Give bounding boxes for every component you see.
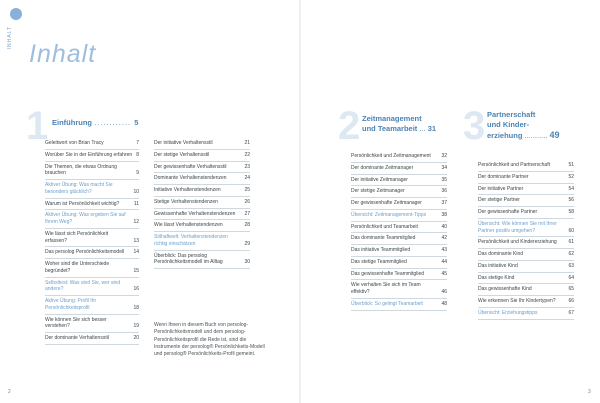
- toc-entry[interactable]: Wie können Sie sich besser verstehen? 19: [45, 315, 139, 334]
- page-number-left: 2: [8, 389, 11, 395]
- toc-entry[interactable]: Die Themen, die etwas Ordnung brauchen 9: [45, 162, 139, 181]
- section-marker: [6, 8, 30, 68]
- toc-entry[interactable]: Worüber Sie in der Einführung erfahren 8: [45, 150, 139, 162]
- toc-entry[interactable]: Der stetige Verhaltensstil 22: [154, 150, 250, 162]
- toc-entry[interactable]: Der dominante Partner 52: [478, 172, 574, 184]
- running-head: INHALT: [7, 26, 13, 50]
- section-dot: [10, 8, 22, 20]
- toc-entry[interactable]: Der dominante Zeitmanager 34: [351, 163, 447, 175]
- toc-column-2: [154, 138, 250, 269]
- toc-column-3: [351, 151, 447, 311]
- footnote: Wenn Ihnen in diesem Buch von persolog-Persönlichkeitsmodell und dem persolog-Persönlichkeitsprofil die Rede ist, sind die Instrumente der persolog® Persönlichkeits-Modell und persolog® Persönlichkeits-Profil gemeint.: [154, 322, 265, 357]
- toc-entry[interactable]: Selbsttest: Was sind Sie, wer sind andere? 16: [45, 278, 139, 297]
- page-number-right: 3: [588, 389, 591, 395]
- toc-entry[interactable]: Das gewissenhafte Kind 65: [478, 284, 574, 296]
- toc-column-4: [478, 160, 574, 320]
- chapter-number: 1: [26, 104, 49, 148]
- toc-entry[interactable]: Persönlichkeit und Kindererziehung 61: [478, 237, 574, 249]
- toc-entry[interactable]: Wie lässt sich Persönlichkeit erfassen? 13: [45, 229, 139, 248]
- chapter-page: 5: [134, 118, 139, 127]
- toc-entry[interactable]: Der gewissenhafte Verhaltensstil 23: [154, 162, 250, 174]
- toc-entry[interactable]: Der gewissenhafte Partner 58: [478, 207, 574, 219]
- toc-entry[interactable]: Das gewissenhafte Teammitglied 45: [351, 269, 447, 281]
- toc-column-1: [45, 138, 139, 345]
- book-gutter: [299, 0, 301, 403]
- chapter-2-heading: [338, 106, 448, 146]
- toc-entry[interactable]: Stetige Verhaltenstendenzen 26: [154, 197, 250, 209]
- chapter-number: 2: [338, 104, 361, 148]
- toc-entry[interactable]: Das stetige Teammitglied 44: [351, 257, 447, 269]
- toc-entry[interactable]: Der initiative Partner 54: [478, 184, 574, 196]
- chapter-title: Einführung ............ 5: [52, 118, 139, 127]
- toc-entry[interactable]: Überblick: So gelingt Teamarbeit 48: [351, 299, 447, 311]
- toc-entry[interactable]: Der initiative Verhaltensstil 21: [154, 138, 250, 150]
- toc-entry[interactable]: Persönlichkeit und Zeitmanagement 32: [351, 151, 447, 163]
- toc-entry[interactable]: Wie erkennen Sie Ihr Kindertypen? 66: [478, 296, 574, 308]
- toc-entry[interactable]: Warum ist Persönlichkeit wichtig? 11: [45, 199, 139, 211]
- toc-entry[interactable]: Der dominante Verhaltensstil 20: [45, 333, 139, 345]
- toc-entry[interactable]: Der gewissenhafte Zeitmanager 37: [351, 198, 447, 210]
- toc-entry[interactable]: Geleitwort von Brian Tracy 7: [45, 138, 139, 150]
- chapter-page: 31: [427, 123, 437, 133]
- toc-entry[interactable]: Das dominante Teammitglied 42: [351, 233, 447, 245]
- toc-entry[interactable]: Der initiative Zeitmanager 35: [351, 175, 447, 187]
- toc-entry[interactable]: Woher sind die Unterschiede begründet? 15: [45, 259, 139, 278]
- toc-entry[interactable]: Das stetige Kind 64: [478, 273, 574, 285]
- toc-entry[interactable]: Wie verhalten Sie sich im Team effektiv? 46: [351, 280, 447, 299]
- toc-entry[interactable]: Das persolog Persönlichkeitsmodell 14: [45, 247, 139, 259]
- toc-entry[interactable]: Aktiver Übung: Was macht Sie besonders glücklich? 10: [45, 180, 139, 199]
- toc-entry[interactable]: Initiative Verhaltenstendenzen 25: [154, 185, 250, 197]
- toc-entry[interactable]: Dominante Verhaltenstendenzen 24: [154, 173, 250, 185]
- toc-entry[interactable]: Das initiative Teammitglied 43: [351, 245, 447, 257]
- toc-entry[interactable]: Das initiative Kind 63: [478, 261, 574, 273]
- toc-entry[interactable]: Persönlichkeit und Teamarbeit 40: [351, 222, 447, 234]
- toc-entry[interactable]: Überblick: Das persolog Persönlichkeitsmodell im Alltag 30: [154, 251, 250, 270]
- toc-entry[interactable]: Der stetige Zeitmanager 36: [351, 186, 447, 198]
- chapter-number: 3: [463, 104, 486, 148]
- chapter-3-heading: [463, 106, 583, 151]
- toc-entry[interactable]: Übersicht: Erziehungstipps 67: [478, 308, 574, 320]
- toc-entry[interactable]: Stilhaftwelt: Verhaltenstendenzen richtig einschätzen 29: [154, 232, 250, 251]
- toc-entry[interactable]: Persönlichkeit und Partnerschaft 51: [478, 160, 574, 172]
- toc-entry[interactable]: Übersicht: Wie können Sie mit Ihrer Partner positiv umgehen? 60: [478, 219, 574, 238]
- toc-entry[interactable]: Das dominante Kind 62: [478, 249, 574, 261]
- toc-entry[interactable]: Wie lässt Verhaltenstendenzen 28: [154, 220, 250, 232]
- chapter-title: Zeitmanagement und Teamarbeit ... 31: [362, 114, 437, 133]
- toc-entry[interactable]: Gewissenhafte Verhaltenstendenzen 27: [154, 209, 250, 221]
- chapter-page: 49: [549, 129, 560, 140]
- toc-entry[interactable]: Aktiver Übung: Was ergeben Sie auf Ihrem Weg? 12: [45, 210, 139, 229]
- toc-entry[interactable]: Der stetige Partner 56: [478, 195, 574, 207]
- page-title: Inhalt: [29, 40, 97, 68]
- toc-entry[interactable]: Übersicht: Zeitmanagement-Tipps 38: [351, 210, 447, 222]
- chapter-title: Partnerschaft und Kinder- erziehung ........... 49: [487, 110, 560, 140]
- toc-entry[interactable]: Aktive Übung: Profil Ihr Persönlichkeitsprofil 18: [45, 296, 139, 315]
